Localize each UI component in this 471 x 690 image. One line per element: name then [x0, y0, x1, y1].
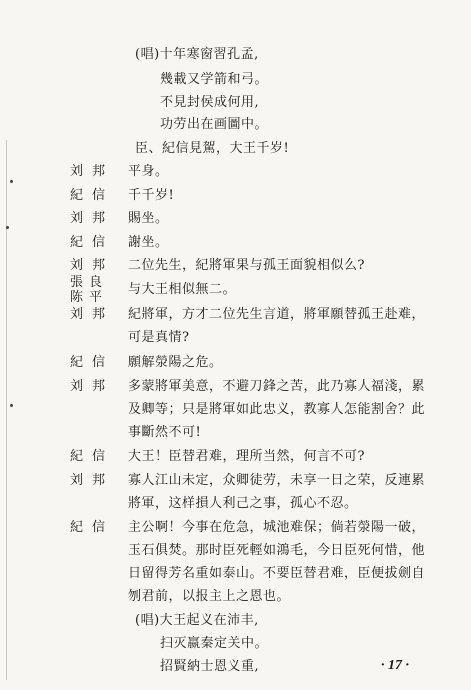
speaker-name: 刘邦	[70, 379, 115, 394]
speaker-name: 刘邦	[70, 211, 115, 226]
dialogue-line: 謝坐。	[128, 235, 169, 250]
speck-mark	[10, 404, 13, 407]
song-line: 不見封侯成何用,	[160, 95, 260, 110]
speaker-name: 張良	[70, 275, 109, 290]
dialogue-line: 寡人江山未定，众卿徒劳，未享一日之荣，反連累	[128, 473, 426, 488]
dialogue-line: 可是真情?	[128, 330, 190, 345]
dialogue-line: 与大王相似無二。	[128, 282, 237, 297]
speck-mark	[10, 180, 13, 183]
dialogue-line: 二位先生，紀將軍果与孤王面貌相似么?	[128, 258, 365, 273]
dialogue-line: 賜坐。	[128, 211, 169, 226]
speaker-name: 陈平	[70, 290, 109, 305]
page-number: · 17 ·	[381, 658, 409, 673]
speaker-name: 紀信	[70, 520, 115, 535]
speaker-name: 紀信	[70, 355, 115, 370]
dialogue-line: 願解滎陽之危。	[128, 355, 223, 370]
song-line: 功劳出在画圖中。	[160, 117, 269, 132]
dialogue-line: 主公啊！今事在危急，城池难保；倘若滎陽一破，	[128, 520, 426, 535]
dialogue-line: 臣、紀信見駕，大王千岁!	[135, 141, 290, 156]
dialogue-line: 及卿等；只是將軍如此忠义，教寡人怎能割舍？此	[128, 402, 426, 417]
dialogue-line: 大王！臣替君难，理所当然，何言不可?	[128, 449, 365, 464]
speaker-name: 紀信	[70, 449, 115, 464]
dialogue-line: 玉石俱焚。那时臣死輕如鴻毛，今日臣死何惜，他	[128, 543, 426, 558]
speck-mark	[6, 226, 9, 229]
dialogue-line: 日留得芳名重如泰山。不要臣替君难，臣便拔劍自	[128, 566, 426, 581]
song-line: 扫灭嬴秦定关中。	[160, 636, 269, 651]
speaker-name: 紀信	[70, 188, 115, 203]
song-line: (唱)大王起义在沛丰,	[135, 613, 259, 628]
dialogue-line: 多蒙將軍美意，不避刀鋒之苦，此乃寡人福淺，累	[128, 379, 426, 394]
song-line: 招賢納士恩义重,	[160, 659, 260, 674]
speaker-name: 刘邦	[70, 258, 115, 273]
speaker-name: 刘邦	[70, 164, 115, 179]
page-edge-shadow	[6, 140, 7, 680]
dialogue-line: 平身。	[128, 164, 169, 179]
dialogue-line: 事斷然不可!	[128, 425, 202, 440]
dialogue-line: 將軍，这样損人利己之事，孤心不忍。	[128, 496, 358, 511]
speaker-name: 刘邦	[70, 473, 115, 488]
dialogue-line: 紀將軍，方才二位先生言道，將軍願替孤王赴难，	[128, 307, 426, 322]
dialogue-line: 千千岁!	[128, 188, 175, 203]
speaker-name: 紀信	[70, 235, 115, 250]
dialogue-line: 刎君前，以报主上之恩也。	[128, 589, 291, 604]
song-line: (唱)十年寒窗習孔孟,	[135, 47, 259, 62]
speaker-name: 刘邦	[70, 307, 115, 322]
song-line: 幾載又学箭和弓。	[160, 72, 269, 87]
